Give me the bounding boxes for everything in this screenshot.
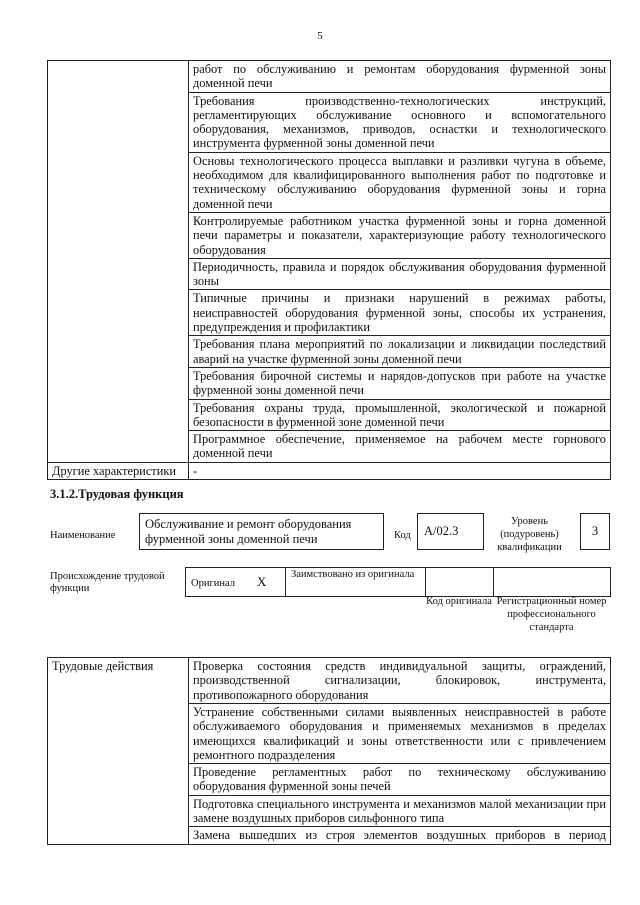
code-original-caption: Код оригинала bbox=[426, 596, 492, 607]
other-characteristics-value: - bbox=[189, 462, 611, 479]
knowledge-item: Требования плана мероприятий по локализации и ликвидации последствий аварий на участке фурменной зоны доменной печи bbox=[189, 336, 611, 368]
knowledge-label-cell bbox=[48, 61, 189, 463]
labor-actions-label: Трудовые действия bbox=[48, 658, 189, 845]
labor-action-item: Устранение собственными силами выявленных неисправностей в работе обслуживаемого оборудования и применяемых механизмов в пределах имеющихся квалификаций и зоны ответственности или с привлечением ремонтного подразделения bbox=[189, 704, 611, 764]
code-label: Код bbox=[394, 530, 411, 541]
reg-number-cell bbox=[494, 568, 611, 597]
level-label: Уровень (подуровень) квалификации bbox=[497, 516, 562, 553]
knowledge-item: работ по обслуживанию и ремонтам оборудования фурменной зоны доменной печи bbox=[189, 61, 611, 93]
page-number: 5 bbox=[317, 30, 323, 42]
original-mark: X bbox=[257, 574, 267, 589]
knowledge-item: Контролируемые работником участка фурменной зоны и горна доменной печи параметры и показатели, характеризующие работу технологического оборудования bbox=[189, 212, 611, 258]
labor-action-item: Проверка состояния средств индивидуальной защиты, ограждений, производственной сигнализации, блокировок, инструмента, противопожарного оборудования bbox=[189, 658, 611, 704]
origin-label: Происхождение трудовой функции bbox=[50, 571, 165, 594]
original-cell bbox=[186, 568, 286, 597]
knowledge-item: Типичные причины и признаки нарушений в режимах работы, неисправностей оборудования фурменной зоны, способы их устранения, предупреждения и профилактики bbox=[189, 290, 611, 336]
other-characteristics-label: Другие характеристики bbox=[48, 462, 189, 479]
knowledge-item: Программное обеспечение, применяемое на рабочем месте горнового доменной печи bbox=[189, 431, 611, 463]
knowledge-item: Периодичность, правила и порядок обслуживания оборудования фурменной зоны bbox=[189, 258, 611, 290]
original-label: Оригинал bbox=[191, 578, 235, 589]
labor-action-item: Замена вышедших из строя элементов воздушных приборов в период bbox=[189, 827, 611, 844]
origin-table bbox=[185, 567, 611, 597]
section-heading: 3.1.2.Трудовая функция bbox=[50, 487, 184, 501]
labor-action-item: Подготовка специального инструмента и механизмов малой механизации при замене воздушных приборов сильфонного типа bbox=[189, 795, 611, 827]
knowledge-item: Требования производственно-технологических инструкций, регламентирующих обслуживание основного и вспомогательного оборудования, механизмов, приводов, оснастки и технологического инструмента фурменной зоны доменной печи bbox=[189, 92, 611, 152]
name-label: Наименование bbox=[50, 530, 116, 541]
knowledge-item: Требования бирочной системы и нарядов-допусков при работе на участке фурменной зоны доменной печи bbox=[189, 367, 611, 399]
borrowed-label: Заимствовано из оригинала bbox=[286, 568, 426, 597]
labor-action-item: Проведение регламентных работ по техническому обслуживанию оборудования фурменной зоны печей bbox=[189, 764, 611, 796]
code-original-cell bbox=[426, 568, 494, 597]
labor-actions-table bbox=[47, 657, 611, 845]
function-code-box: А/02.3 bbox=[417, 513, 484, 550]
reg-number-caption: Регистрационный номер профессионального стандарта bbox=[496, 596, 607, 633]
knowledge-table bbox=[47, 60, 611, 480]
knowledge-item: Основы технологического процесса выплавки и разливки чугуна в объеме, необходимом для квалифицированного выполнения работ по подготовке и техническому обслуживанию оборудования фурменной зоны и горна доменной печи bbox=[189, 152, 611, 212]
knowledge-item: Требования охраны труда, промышленной, экологической и пожарной безопасности в фурменной зоне доменной печи bbox=[189, 399, 611, 431]
function-name-box: Обслуживание и ремонт оборудования фурменной зоны доменной печи bbox=[139, 513, 384, 550]
level-value-box: 3 bbox=[580, 513, 610, 550]
